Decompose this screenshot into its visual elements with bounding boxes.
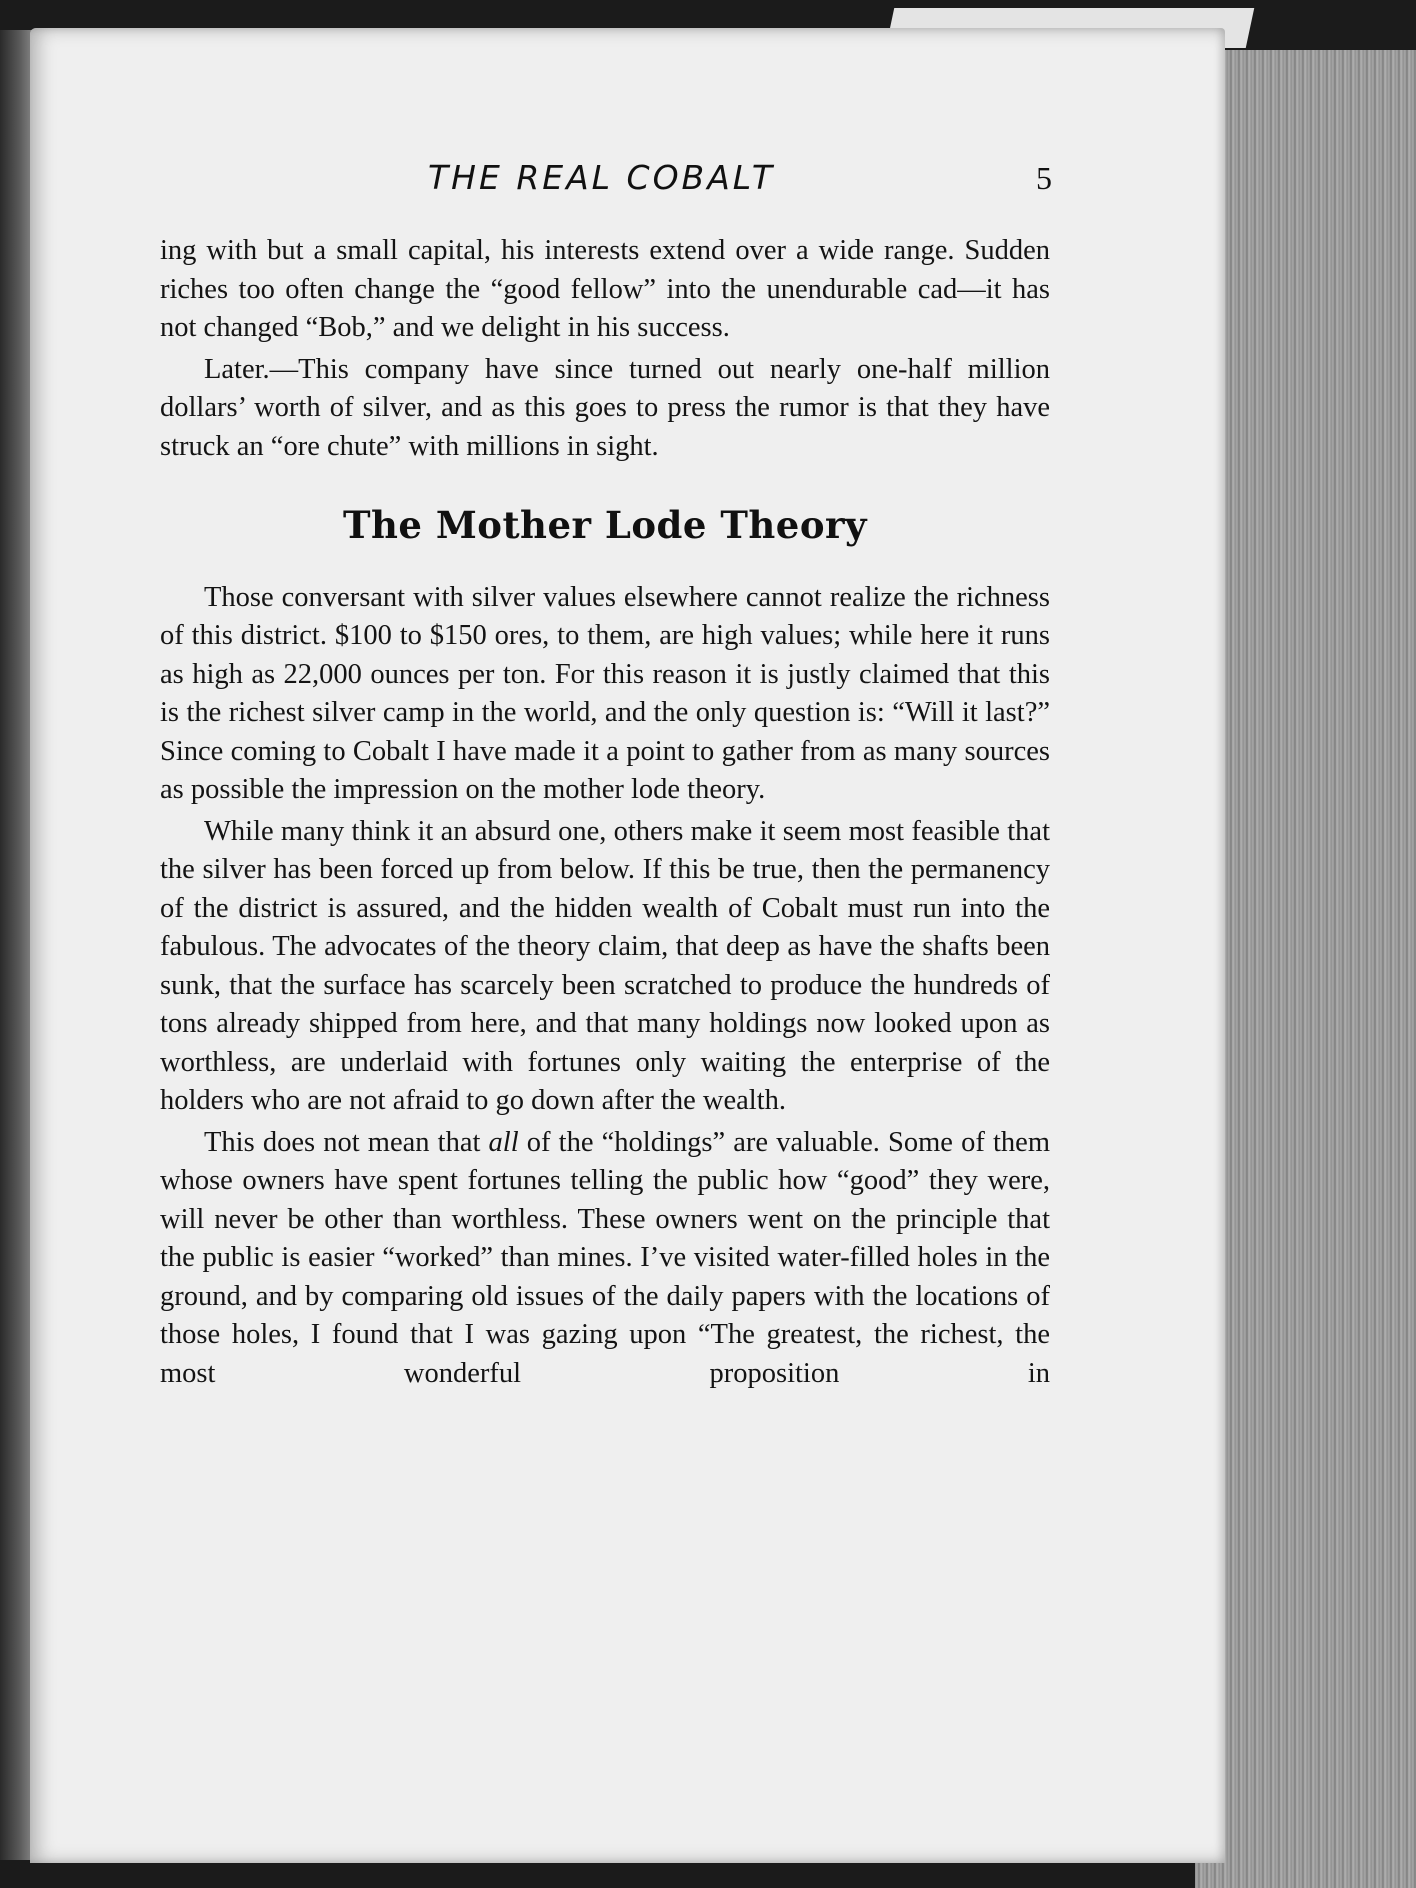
running-head [0,158,1416,202]
running-title: THE REAL COBALT [428,158,776,197]
paragraph-later-note: Later.—This company have since turned out nearly one-half million dollars’ worth of silver, and as this goes to press the rumor is that they have struck an “ore chute” with millions in sight. [160,353,1050,462]
paragraph-holdings [160,1124,1050,1394]
page-body [160,232,1050,1396]
page-number: 5 [1036,160,1052,196]
paragraph-silver-values: Those conversant with silver values elsewhere cannot realize the richness of this district. $100 to $150 ores, to them, are high values; while here it runs as high as 22,000 ounces per ton. For this reason it is justly claimed that this is the richest silver camp in the world, and the only question is: “Will it last?” Since coming to Cobalt I have made it a point to gather from as many sources as possible the impression on the mother lode theory. [160,581,1050,805]
paragraph-continued: ing with but a small capital, his interests extend over a wide range. Sudden riches too often change the “good fellow” into the unendurable cad—it has not changed “Bob,” and we delight in his success. [160,235,1050,343]
paragraph-holdings-rest: of the “holdings” are valuable. Some of them whose owners have spent fortunes telling the public how “good” they were, will never be other than worthless. These owners went on the principle that the public is easier “worked” than mines. I’ve visited water-filled holes in the ground, and by comparing old issues of the daily papers with the locations of those holes, I found that I was gazing upon “The greatest, the richest, the most wonderful proposition in [160,1126,1050,1389]
paragraph-holdings-start: This does not mean that [204,1126,489,1158]
page-edges [1195,50,1416,1888]
paragraph-theory-advocates: While many think it an absurd one, others make it seem most feasible that the silver has been forced up from below. If this be true, then the permanency of the district is assured, and the hidden wealth of Cobalt must run into the fabulous. The advocates of the theory claim, that deep as have the shafts been sunk, that the surface has scarcely been scratched to produce the hundreds of tons already shipped from here, and that many holdings now looked upon as worthless, are underlaid with fortunes only waiting the enterprise of the holders who are not afraid to go down after the wealth. [160,815,1050,1116]
section-heading: The Mother Lode Theory [342,503,868,547]
italic-word: all [488,1126,519,1158]
